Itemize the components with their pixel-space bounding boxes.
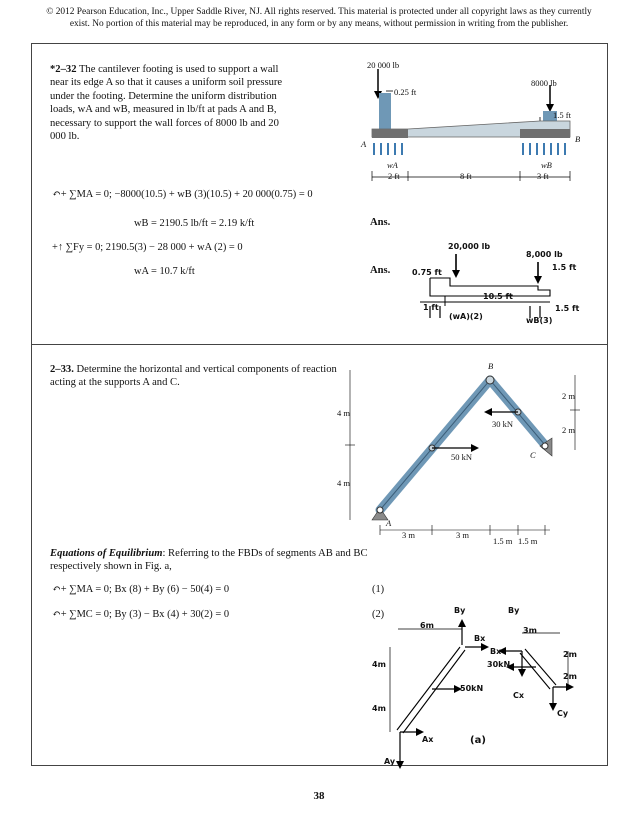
label-wb: wB <box>541 160 552 170</box>
label-dim-3ft: 3 ft <box>537 171 549 181</box>
pad-b <box>520 129 570 138</box>
label-dim-0-25ft: 0.25 ft <box>394 87 417 97</box>
equilibrium-intro <box>50 547 390 574</box>
label-dim-1-5ft: 1.5 ft <box>553 110 571 120</box>
fbd-a-6m: 6m <box>420 621 434 630</box>
copyright-notice <box>20 6 618 30</box>
frame-dim-3m-b: 3 m <box>456 530 469 540</box>
fbd-label-1ft: 1 ft <box>423 303 439 312</box>
soil-pressure-b <box>522 143 566 155</box>
equilibrium-heading: Equations of Equilibrium <box>50 548 163 559</box>
fbd-a-4m-1: 4m <box>372 660 386 669</box>
fbd-label-wa2: (wA)(2) <box>449 312 483 321</box>
label-point-a: A <box>361 139 367 149</box>
label-load-8000: 8000 lb <box>531 78 557 88</box>
problem-2-33-text: Determine the horizontal and vertical components of reaction acting at the supports A and C. <box>50 364 337 389</box>
wall-a <box>379 93 391 129</box>
fbd-a-figure-label: (a) <box>470 735 486 746</box>
fbd-a-4m-2: 4m <box>372 704 386 713</box>
fbd-a-cy: Cy <box>557 709 569 718</box>
problem-divider <box>31 344 608 345</box>
pad-a <box>372 129 408 138</box>
fbd-a-by-1: By <box>454 606 466 615</box>
fbd-a-2m-1: 2m <box>563 650 577 659</box>
frame-dim-3m-a: 3 m <box>402 530 415 540</box>
label-load-20000: 20 000 lb <box>367 60 400 70</box>
fbd-a-bx-2: Bx <box>490 647 502 656</box>
frame-label-a: A <box>386 518 392 528</box>
fbd-a-30kn: 30kN <box>487 660 511 669</box>
fbd-a-2m-2: 2m <box>563 672 577 681</box>
fbd-a-ax: Ax <box>422 735 434 744</box>
eq-2-32-forces: +↑ ∑Fy = 0; 2190.5(3) − 28 000 + wA (2) = 0 <box>52 242 243 253</box>
problem-2-32-number: *2–32 <box>50 64 77 75</box>
soil-pressure-a <box>373 143 403 155</box>
problem-2-32-text: The cantilever footing is used to support a wall near its edge A so that it causes a uniform soil pressure under the footing. Determine the uniform distribution loads, wA and wB, measured in lb/ft at pads A and B, necessary to support the wall forces of 8000 lb and 20 000 lb. <box>50 64 283 143</box>
ans-2-32-wb: Ans. <box>370 217 391 228</box>
fbd-a-50kn: 50kN <box>460 684 484 693</box>
frame-dim-4m-top: 4 m <box>337 408 350 418</box>
fbd-label-10-5ft: 10.5 ft <box>483 292 513 301</box>
member-ab-edge <box>380 380 490 510</box>
eq-2-32-moment: ↶+ ∑MA = 0; −8000(10.5) + wB (3)(10.5) + 20 000(0.75) = 0 <box>52 189 313 200</box>
fbd-label-1-5ft-b: 1.5 ft <box>555 304 580 313</box>
fbd-label-1-5ft: 1.5 ft <box>552 263 577 272</box>
problem-2-33-number: 2–33. <box>50 364 74 375</box>
fbd-label-20000: 20,000 lb <box>448 242 491 251</box>
fbd-a-3m: 3m <box>523 626 537 635</box>
fbd-label-wb3: wB(3) <box>526 316 553 325</box>
fbd-a-bx-1: Bx <box>474 634 486 643</box>
fbd-a-cx: Cx <box>513 691 525 700</box>
frame-label-50kn: 50 kN <box>451 452 473 462</box>
eq-2-33-number-1: (1) <box>372 584 385 595</box>
frame-dim-1-5m-a: 1.5 m <box>493 536 513 546</box>
frame-dim-4m-bottom: 4 m <box>337 478 350 488</box>
copyright-line-2: exist. No portion of this material may be reproduced, in any form or by any means, without permission in writing from the publisher. <box>69 19 569 29</box>
frame-label-c: C <box>530 450 536 460</box>
label-point-b: B <box>575 134 581 144</box>
eq-2-32-wb: wB = 2190.5 lb/ft = 2.19 k/ft <box>134 218 255 229</box>
eq-2-32-wa: wA = 10.7 k/ft <box>134 266 195 277</box>
pin-b <box>486 376 494 384</box>
fbd-label-8000: 8,000 lb <box>526 250 563 259</box>
ans-2-32-wa: Ans. <box>370 265 391 276</box>
fbd-a-by-2: By <box>508 606 520 615</box>
label-wa: wA <box>387 160 398 170</box>
fbd-a-ay: Ay <box>384 757 396 766</box>
label-dim-8ft: 8 ft <box>460 171 472 181</box>
footing-free-body-diagram <box>410 240 590 330</box>
equilibrium-intro-text: : Referring to the FBDs of segments AB and BC respectively shown in Fig. a, <box>50 548 368 573</box>
frame-label-b: B <box>488 361 494 371</box>
fbd-label-0-75ft: 0.75 ft <box>412 268 442 277</box>
frame-label-30kn: 30 kN <box>492 419 514 429</box>
label-dim-2ft: 2 ft <box>388 171 400 181</box>
frame-dim-2m-top: 2 m <box>562 391 575 401</box>
problem-2-32-statement <box>50 63 295 143</box>
copyright-line-1: © 2012 Pearson Education, Inc., Upper Saddle River, NJ. All rights reserved. This material is protected under all copyright laws as they currently <box>46 7 592 17</box>
page-number: 38 <box>313 790 325 802</box>
problem-2-33-statement <box>50 363 350 390</box>
eq-2-33-moment-a: ↶+ ∑MA = 0; Bx (8) + By (6) − 50(4) = 0 <box>52 584 230 595</box>
frame-dim-2m-bottom: 2 m <box>562 425 575 435</box>
eq-2-33-number-2: (2) <box>372 609 385 620</box>
eq-2-33-moment-c: ↶+ ∑MC = 0; By (3) − Bx (4) + 30(2) = 0 <box>52 609 230 620</box>
frame-dim-1-5m-b: 1.5 m <box>518 536 538 546</box>
